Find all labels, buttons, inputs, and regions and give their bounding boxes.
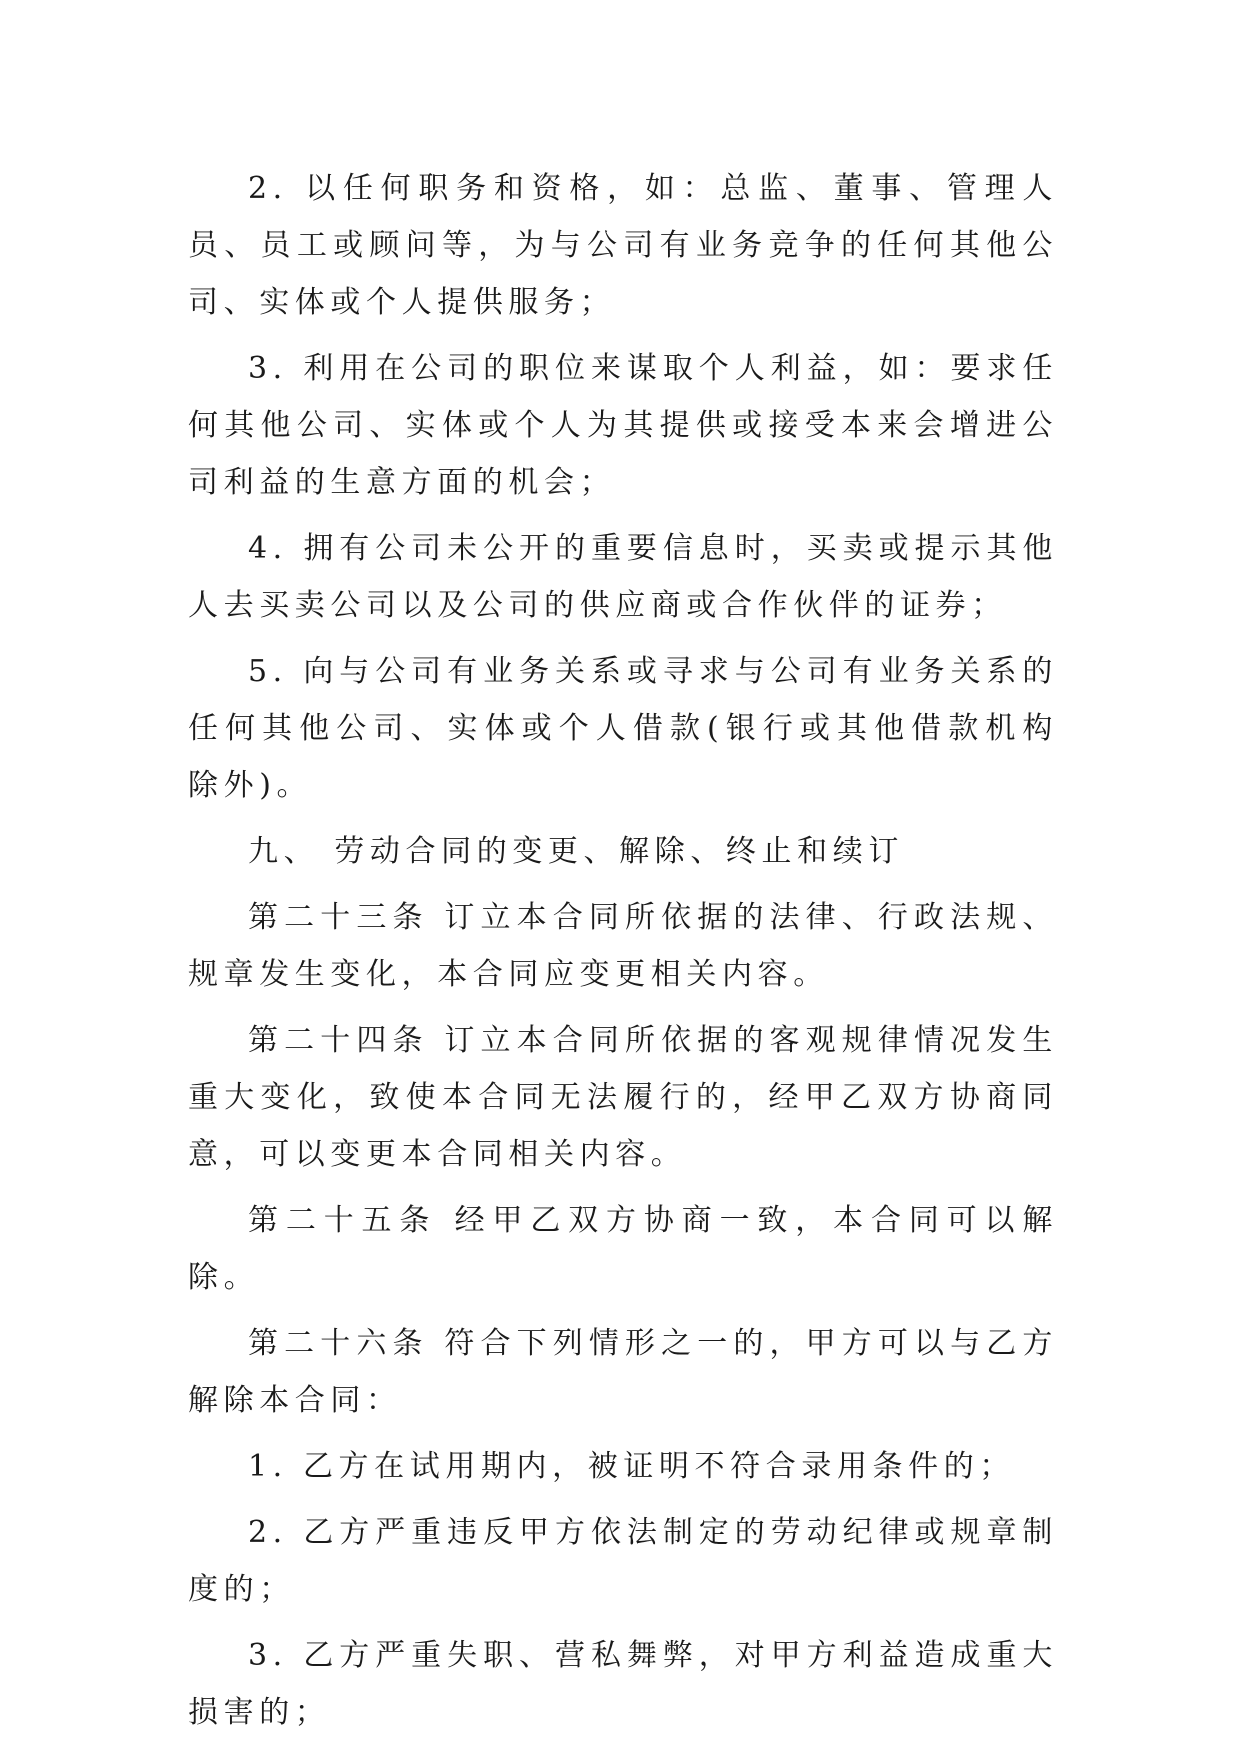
article-24: 第二十四条 订立本合同所依据的客观规律情况发生重大变化，致使本合同无法履行的，经甲乙双方协商同意，可以变更本合同相关内容。 — [188, 1023, 1058, 1172]
clause-item-2-services: 2. 以任何职务和资格，如：总监、董事、管理人员、员工或顾问等，为与公司有业务竞争的任何其他公司、实体或个人提供服务； — [188, 171, 1058, 320]
clause-item-5-borrowing: 5. 向与公司有业务关系或寻求与公司有业务关系的任何其他公司、实体或个人借款(银行或其他借款机构除外)。 — [188, 654, 1058, 803]
clause-item-3-personal-gain: 3. 利用在公司的职位来谋取个人利益，如：要求任何其他公司、实体或个人为其提供或接受本来会增进公司利益的生意方面的机会； — [188, 351, 1058, 500]
article-25: 第二十五条 经甲乙双方协商一致，本合同可以解除。 — [188, 1203, 1058, 1295]
article-26-item-2: 2. 乙方严重违反甲方依法制定的劳动纪律或规章制度的； — [188, 1515, 1058, 1607]
section-heading-9: 九、 劳动合同的变更、解除、终止和续订 — [248, 834, 904, 869]
article-23: 第二十三条 订立本合同所依据的法律、行政法规、规章发生变化，本合同应变更相关内容。 — [188, 900, 1058, 992]
article-26-item-1: 1. 乙方在试用期内，被证明不符合录用条件的； — [248, 1449, 1015, 1484]
clause-item-4-securities: 4. 拥有公司未公开的重要信息时，买卖或提示其他人去买卖公司以及公司的供应商或合作伙伴的证券； — [188, 531, 1058, 623]
document-body — [188, 160, 1058, 1750]
article-26-item-3: 3. 乙方严重失职、营私舞弊，对甲方利益造成重大损害的； — [188, 1638, 1058, 1730]
article-26: 第二十六条 符合下列情形之一的，甲方可以与乙方解除本合同： — [188, 1326, 1058, 1418]
